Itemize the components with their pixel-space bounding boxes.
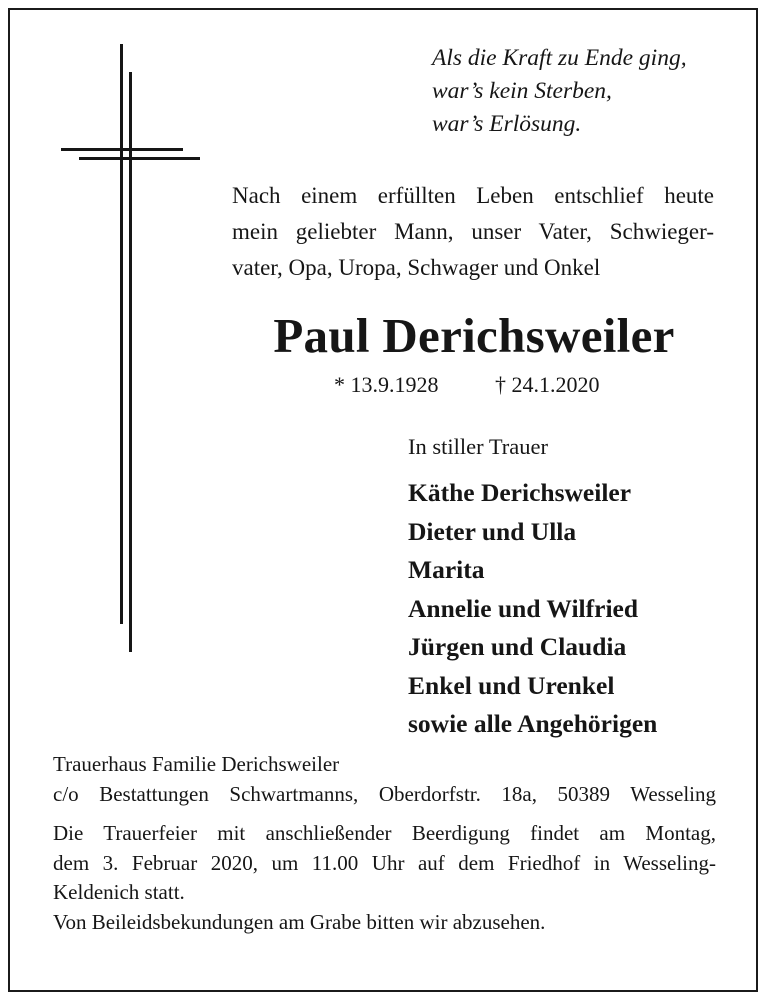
mourner-name: sowie alle Angehörigen (408, 709, 658, 738)
mourners-list (408, 474, 657, 744)
footer-notice (53, 750, 716, 937)
motto-verse (432, 42, 687, 141)
address-line: c/o Bestattungen Schwartmanns, Oberdorfstr. 18a, 50389 Wesseling (53, 781, 716, 806)
deceased-name: Paul Derichsweiler (273, 308, 675, 363)
address-line: Trauerhaus Familie Derichsweiler (53, 752, 340, 776)
mourner-name: Annelie und Wilfried (408, 593, 639, 623)
mourner-name: Enkel und Urenkel (408, 670, 615, 700)
cross-horizontal-bar-top (61, 148, 183, 151)
mourner-name: Jürgen und Claudia (408, 632, 627, 661)
motto-line: war’s kein Sterben, (432, 78, 612, 104)
notice-line: Keldenich statt. (53, 880, 185, 904)
notice-line: Die Trauerfeier mit anschließender Beerdigung findet am Montag, (53, 821, 716, 845)
cross-vertical-bar-left (120, 44, 123, 624)
mourning-lead: In stiller Trauer (408, 434, 548, 459)
mourner-name: Käthe Derichsweiler (408, 478, 632, 507)
notice-line: dem 3. Februar 2020, um 11.00 Uhr auf dem Friedhof in Wesseling- (53, 850, 716, 875)
motto-line: war’s Erlösung. (432, 111, 582, 137)
mourner-name: Dieter und Ulla (408, 516, 577, 546)
intro-line: Nach einem erfüllten Leben entschlief heute (232, 183, 714, 208)
cross-horizontal-bar-bottom (79, 157, 200, 160)
birth-date: * 13.9.1928 (334, 372, 439, 397)
mourner-name: Marita (408, 555, 485, 584)
intro-line: vater, Opa, Uropa, Schwager und Onkel (232, 255, 601, 280)
footer-spacer (53, 809, 716, 819)
notice-line: Von Beileidsbekundungen am Grabe bitten wir abzusehen. (53, 909, 546, 934)
intro-paragraph (232, 178, 714, 286)
motto-line: Als die Kraft zu Ende ging, (432, 45, 687, 71)
death-date: † 24.1.2020 (495, 372, 600, 397)
intro-line: mein geliebter Mann, unser Vater, Schwieger- (232, 219, 714, 244)
